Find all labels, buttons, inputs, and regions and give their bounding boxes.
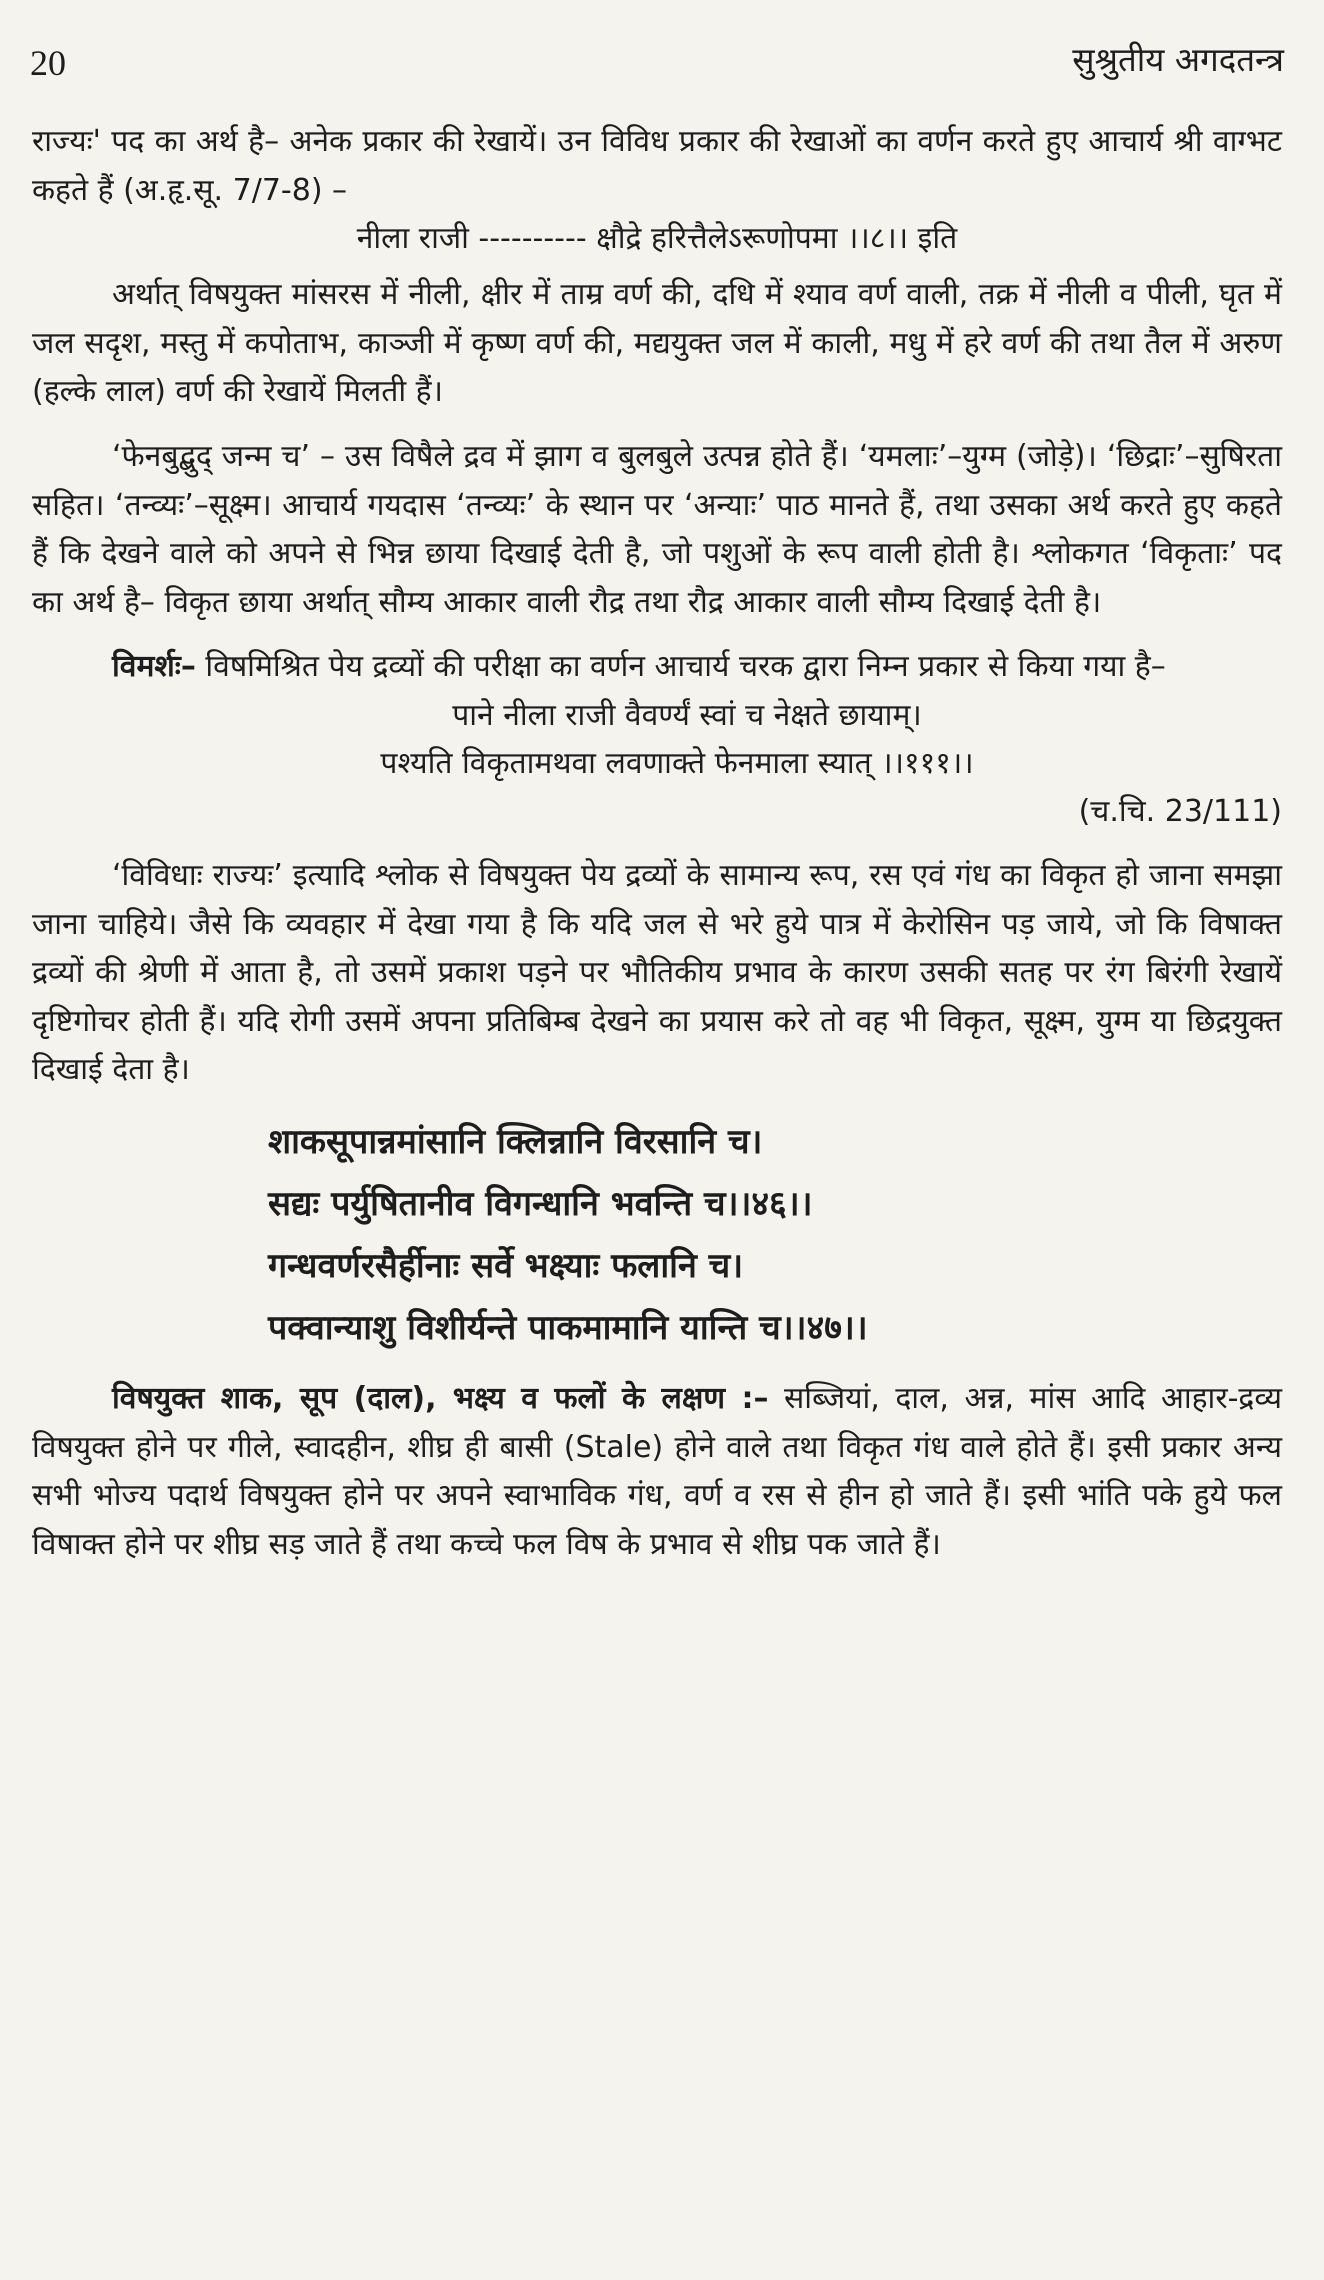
vimarsha-text: विषमिश्रित पेय द्रव्यों की परीक्षा का वर्णन आचार्य चरक द्वारा निम्न प्रकार से किया गया है– xyxy=(195,649,1166,685)
section-text: सब्जियां, दाल, अन्न, मांस आदि आहार-द्रव्य विषयुक्त होने पर गीले, स्वादहीन, शीघ्र ही बासी (Stale) होने वाले तथा विकृत गंध वाले होते हैं। इसी प्रकार अन्य सभी भोज्य पदार्थ विषयुक्त होने पर अपने स्वाभाविक गंध, वर्ण व रस से हीन हो जाते हैं। इसी भांति पके हुये फल विषाक्त होने पर शीघ्र सड़ जाते हैं तथा कच्चे फल विष के प्रभाव से शीघ्र पक जाते हैं। xyxy=(32,1380,1283,1562)
vimarsha-label: विमर्शः– xyxy=(112,649,196,685)
page-body xyxy=(32,118,1282,1569)
page-number: 20 xyxy=(30,43,66,83)
paragraph-vimarsha xyxy=(32,643,1282,692)
shloka-line-1: शाकसूपान्नमांसानि क्लिन्नानि विरसानि च। xyxy=(268,1121,763,1162)
page-header xyxy=(30,36,1284,86)
shloka-line-4: पक्वान्याशु विशीर्यन्ते पाकमामानि यान्ति च।।४७।। xyxy=(268,1307,868,1348)
shloka-line-3: गन्धवर्णरसैर्हीनाः सर्वे भक्ष्याः फलानि च। xyxy=(268,1245,744,1286)
verse-nila-raji: नीला राजी ---------- क्षौद्रे हरित्तैलेऽरूणोपमा ।।८।। इति xyxy=(356,221,958,257)
charaka-verse-line-2: पश्यति विकृतामथवा लवणाक्ते फेनमाला स्यात् ।।१११।। xyxy=(380,745,974,781)
paragraph-phena-budbuda: ‘फेनबुद्बुद् जन्म च’ – उस विषैले द्रव में झाग व बुलबुले उत्पन्न होते हैं। ‘यमलाः’–युग्म (जोड़े)। ‘छिद्राः’–सुषिरता सहित। ‘तन्व्यः’–सूक्ष्म। आचार्य गयदास ‘तन्व्यः’ के स्थान पर ‘अन्याः’ पाठ मानते हैं, तथा उसका अर्थ करते हुए कहते हैं कि देखने वाले को अपने से भिन्न छाया दिखाई देती है, जो पशुओं के रूप वाली होती है। श्लोकगत ‘विकृताः’ पद का अर्थ है– विकृत छाया अर्थात् सौम्य आकार वाली रौद्र तथा रौद्र आकार वाली सौम्य दिखाई देती है। xyxy=(32,438,1282,620)
paragraph-rajyah: राज्यः' पद का अर्थ है– अनेक प्रकार की रेखायें। उन विविध प्रकार की रेखाओं का वर्णन करते हुए आचार्य श्री वाग्भट कहते हैं (अ.हृ.सू. 7/7-8) – xyxy=(32,124,1282,208)
paragraph-arthat: अर्थात् विषयुक्त मांसरस में नीली, क्षीर में ताम्र वर्ण की, दधि में श्याव वर्ण वाली, तक्र में नीली व पीली, घृत में जल सदृश, मस्तु में कपोताभ, काञ्जी में कृष्ण वर्ण की, मद्ययुक्त जल में काली, मधु में हरे वर्ण की तथा तैल में अरुण (हल्के लाल) वर्ण की रेखायें मिलती हैं। xyxy=(32,277,1282,410)
charaka-citation: (च.चि. 23/111) xyxy=(1078,793,1282,829)
shloka-block xyxy=(268,1111,1282,1359)
shloka-line-2: सद्यः पर्युषितानीव विगन्धानि भवन्ति च।।४६।। xyxy=(268,1183,813,1224)
charaka-verse-line-1: पाने नीला राजी वैवर्ण्यं स्वां च नेक्षते छायाम्। xyxy=(452,697,922,733)
section-heading: विषयुक्त शाक, सूप (दाल), भक्ष्य व फलों के लक्षण :– xyxy=(112,1380,769,1416)
running-title: सुश्रुतीय अगदतन्त्र xyxy=(1072,40,1284,79)
paragraph-vividhah-rajyah: ‘विविधाः राज्यः’ इत्यादि श्लोक से विषयुक्त पेय द्रव्यों के सामान्य रूप, रस एवं गंध का विकृत हो जाना समझा जाना चाहिये। जैसे कि व्यवहार में देखा गया है कि यदि जल से भरे हुये पात्र में केरोसिन पड़ जाये, जो कि विषाक्त द्रव्यों की श्रेणी में आता है, तो उसमें प्रकाश पड़ने पर भौतिकीय प्रभाव के कारण उसकी सतह पर रंग बिरंगी रेखायें दृष्टिगोचर होती हैं। यदि रोगी उसमें अपना प्रतिबिम्ब देखने का प्रयास करे तो वह भी विकृत, सूक्ष्म, युग्म या छिद्रयुक्त दिखाई देता है। xyxy=(32,857,1282,1088)
paragraph-vishayukta-lakshana xyxy=(32,1375,1282,1569)
